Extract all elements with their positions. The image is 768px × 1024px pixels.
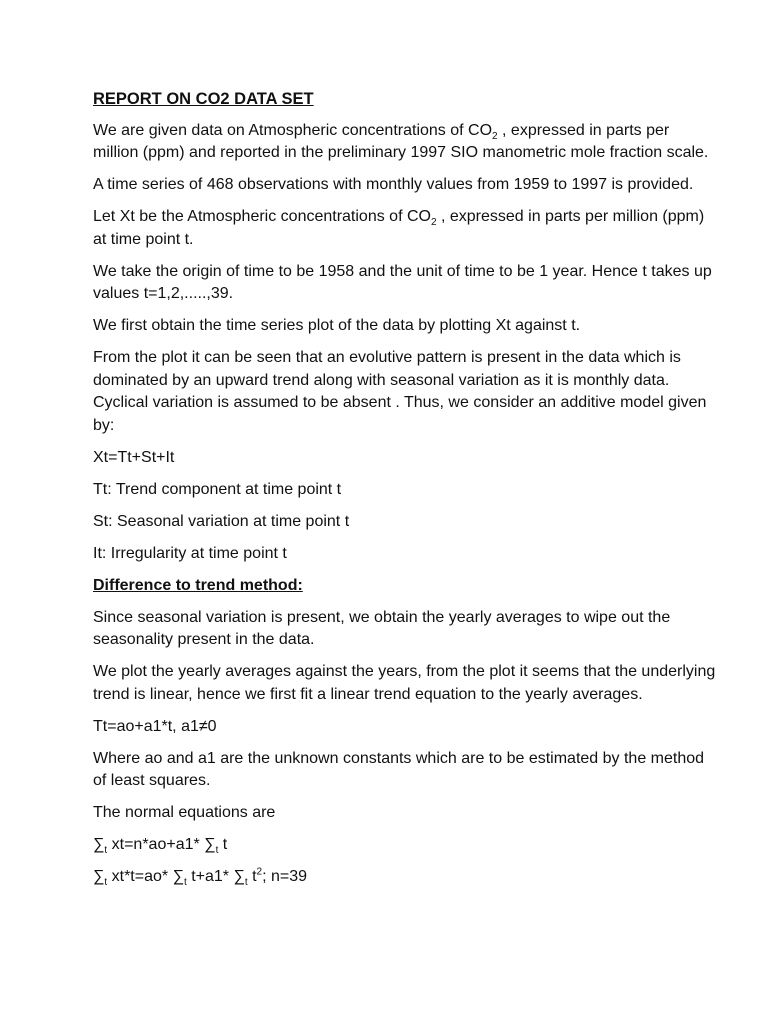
sum-symbol: ∑: [93, 868, 105, 885]
series-info-paragraph: A time series of 468 observations with monthly values from 1959 to 1997 is provided.: [93, 176, 694, 193]
origin-paragraph: We take the origin of time to be 1958 and the unit of time to be 1 year. Hence t takes up values t=1,2,.....,39.: [93, 262, 712, 302]
definition-paragraph: [93, 206, 718, 251]
report-title: REPORT ON CO2 DATA SET: [93, 90, 314, 108]
sum-symbol: ∑: [93, 836, 105, 853]
equation-text: t+a1* ∑: [186, 868, 245, 885]
component-irregular: It: Irregularity at time point t: [93, 544, 287, 562]
square-superscript: 2: [256, 866, 263, 878]
equation-text: ; n=39: [262, 868, 308, 885]
sum-subscript: t: [244, 877, 248, 889]
intro-text-end: , expressed in parts per million (ppm) and reported in the preliminary 1997 SIO manometric mole fraction scale.: [93, 121, 709, 161]
normal-equations-intro: The normal equations are: [93, 804, 276, 821]
sum-subscript: t: [104, 845, 108, 857]
document-page: [93, 88, 718, 898]
sum-subscript: t: [104, 877, 108, 889]
trend-equation: Tt=ao+a1*t, a1≠0: [93, 717, 217, 735]
definition-text-end: , expressed in parts per million (ppm) at time point t.: [93, 208, 705, 248]
component-seasonal: St: Seasonal variation at time point t: [93, 512, 350, 530]
plot-step-paragraph: We first obtain the time series plot of the data by plotting Xt against t.: [93, 317, 581, 334]
normal-equation-2: [93, 866, 718, 889]
yearly-averages-paragraph: Since seasonal variation is present, we obtain the yearly averages to wipe out the seasonality present in the data.: [93, 608, 671, 648]
co2-subscript: 2: [492, 130, 498, 142]
equation-text: t: [218, 836, 228, 853]
intro-text-start: We are given data on Atmospheric concentrations of CO: [93, 121, 493, 139]
equation-text: t: [247, 868, 257, 885]
model-intro-paragraph: From the plot it can be seen that an evolutive pattern is present in the data which is dominated by an upward trend along with seasonal variation as it is monthly data. Cyclical variation is assumed to be absent . Thus, we consider an additive model given by:: [93, 349, 707, 434]
sum-subscript: t: [215, 845, 219, 857]
sum-subscript: t: [183, 877, 187, 889]
linear-trend-paragraph: We plot the yearly averages against the years, from the plot it seems that the underlying trend is linear, hence we first fit a linear trend equation to the yearly averages.: [93, 663, 716, 703]
equation-text: xt=n*ao+a1* ∑: [107, 836, 216, 853]
normal-equation-1: [93, 834, 718, 857]
intro-paragraph: [93, 120, 718, 165]
least-squares-paragraph: Where ao and a1 are the unknown constants which are to be estimated by the method of least squares.: [93, 749, 705, 789]
co2-subscript: 2: [430, 217, 437, 229]
model-equation: Xt=Tt+St+It: [93, 448, 175, 466]
definition-text-start: Let Xt be the Atmospheric concentrations of CO: [93, 208, 431, 225]
section-heading: Difference to trend method:: [93, 576, 303, 594]
component-trend: Tt: Trend component at time point t: [93, 480, 342, 498]
equation-text: xt*t=ao* ∑: [107, 868, 184, 885]
